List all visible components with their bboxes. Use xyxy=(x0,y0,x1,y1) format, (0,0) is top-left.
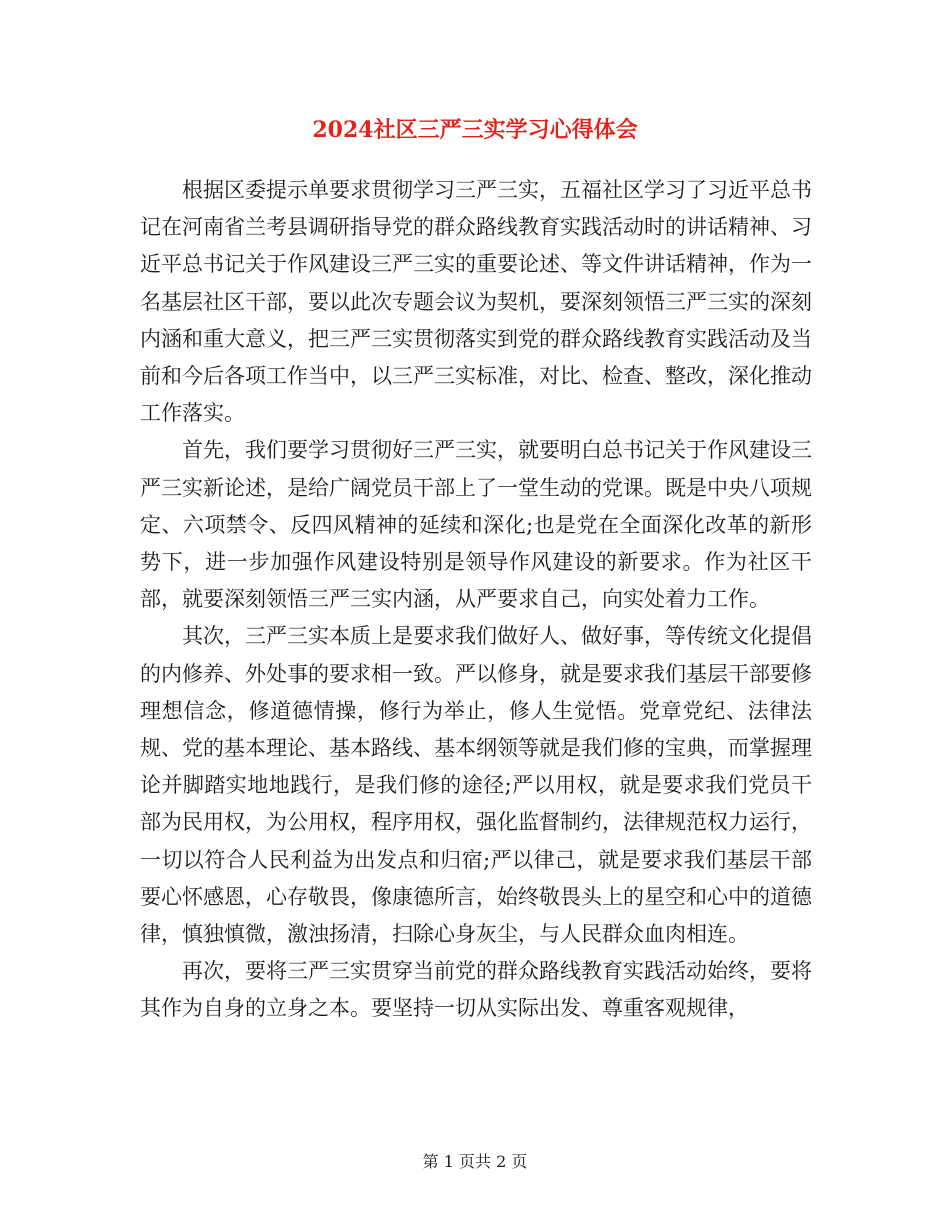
document-title: 2024社区三严三实学习心得体会 xyxy=(312,117,638,143)
page-footer: 第 1 页共 2 页 xyxy=(422,1152,528,1171)
document-body xyxy=(140,172,812,1028)
paragraph-4: 再次，要将三严三实贯穿当前党的群众路线教育实践活动始终，要将其作为自身的立身之本。要坚持一切从实际出发、尊重客观规律， xyxy=(140,959,812,1021)
paragraph-3: 其次，三严三实本质上是要求我们做好人、做好事，等传统文化提倡的内修养、外处事的要求相一致。严以修身，就是要求我们基层干部要修理想信念，修道德情操，修行为举止，修人生觉悟。党章党纪、法律法规、党的基本理论、基本路线、基本纲领等就是我们修的宝典，而掌握理论并脚踏实地地践行，是我们修的途径;严以用权，就是要求我们党员干部为民用权，为公用权，程序用权，强化监督制约，法律规范权力运行，一切以符合人民利益为出发点和归宿;严以律己，就是要求我们基层干部要心怀感恩，心存敬畏，像康德所言，始终敬畏头上的星空和心中的道德律，慎独慎微，激浊扬清，扫除心身灰尘，与人民群众血肉相连。 xyxy=(140,624,812,947)
paragraph-1: 根据区委提示单要求贯彻学习三严三实，五福社区学习了习近平总书记在河南省兰考县调研指导党的群众路线教育实践活动时的讲话精神、习近平总书记关于作风建设三严三实的重要论述、等文件讲话精神，作为一名基层社区干部，要以此次专题会议为契机，要深刻领悟三严三实的深刻内涵和重大意义，把三严三实贯彻落实到党的群众路线教育实践活动及当前和今后各项工作当中，以三严三实标准，对比、检查、整改，深化推动工作落实。 xyxy=(140,178,812,426)
paragraph-2: 首先，我们要学习贯彻好三严三实，就要明白总书记关于作风建设三严三实新论述，是给广阔党员干部上了一堂生动的党课。既是中央八项规定、六项禁令、反四风精神的延续和深化;也是党在全面深化改革的新形势下，进一步加强作风建设特别是领导作风建设的新要求。作为社区干部，就要深刻领悟三严三实内涵，从严要求自己，向实处着力工作。 xyxy=(140,438,812,612)
